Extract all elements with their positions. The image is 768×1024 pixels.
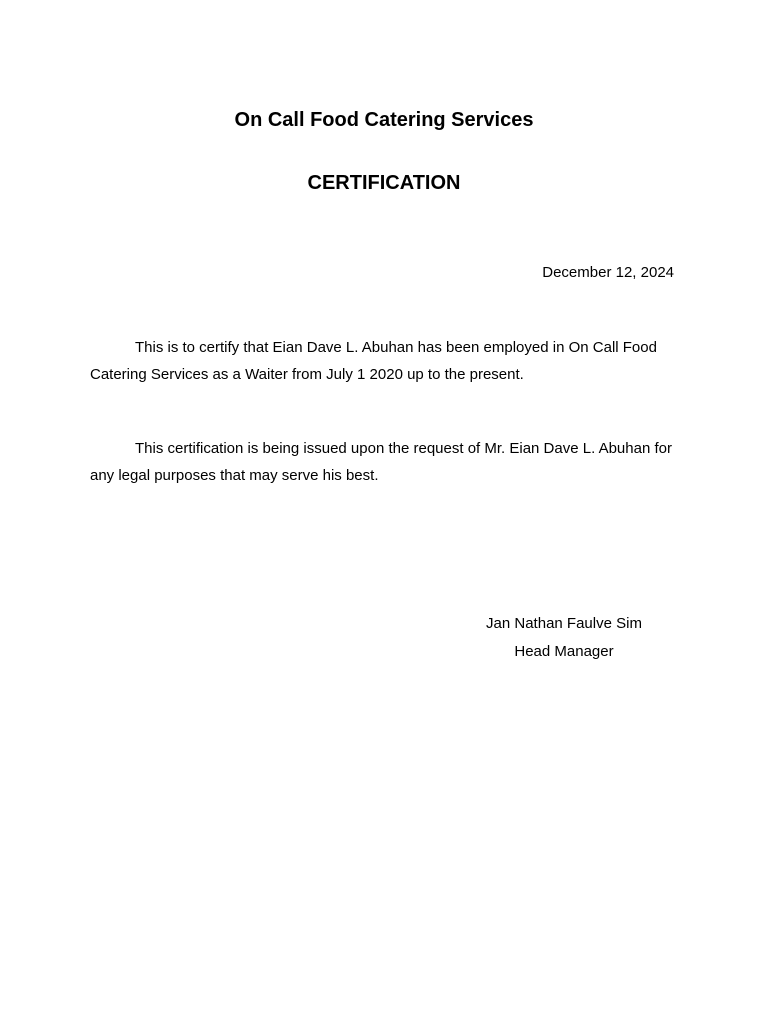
signature-block (464, 610, 664, 666)
document-title: CERTIFICATION (307, 172, 461, 194)
company-name: On Call Food Catering Services (234, 109, 534, 131)
employment-paragraph: This is to certify that Eian Dave L. Abuhan has been employed in On Call Food Catering Services as a Waiter from July 1 2020 up to the present. (90, 339, 657, 383)
signatory-position: Head Manager (514, 643, 614, 660)
signatory-name: Jan Nathan Faulve Sim (486, 615, 642, 632)
document-date: December 12, 2024 (542, 264, 674, 281)
purpose-paragraph: This certification is being issued upon the request of Mr. Eian Dave L. Abuhan for any legal purposes that may serve his best. (90, 440, 672, 484)
